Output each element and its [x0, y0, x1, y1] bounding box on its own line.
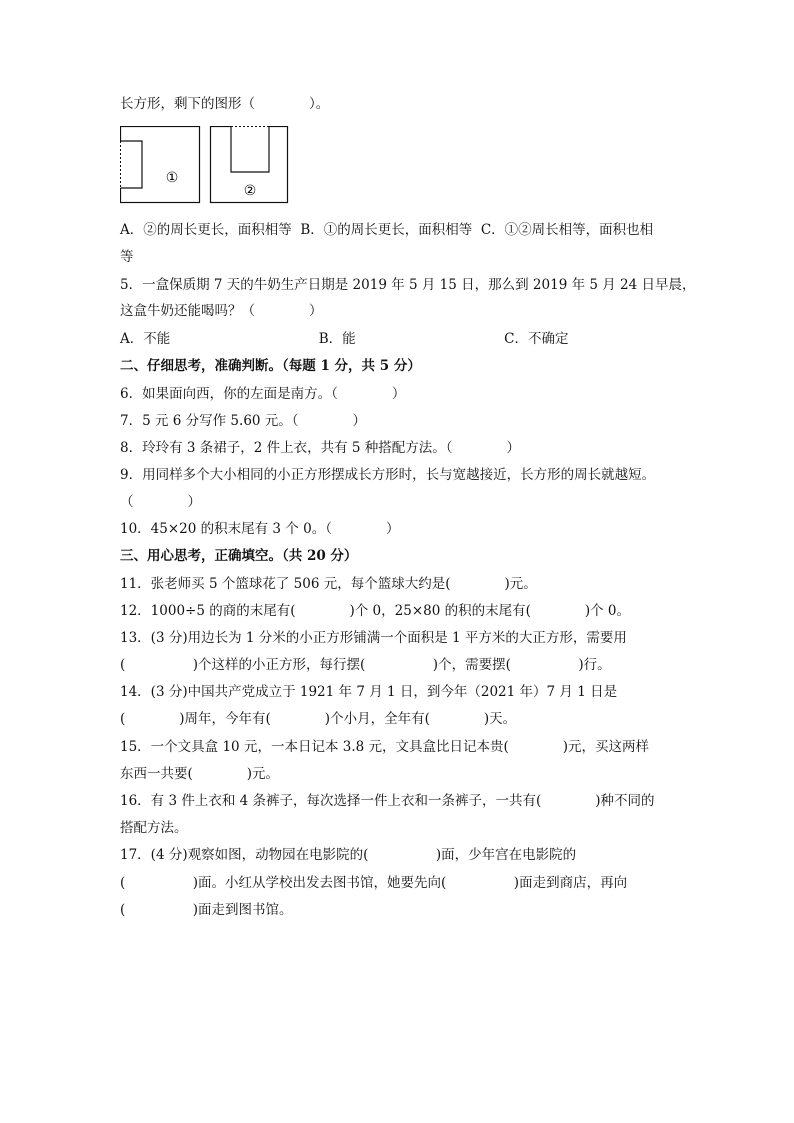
section-2-heading: 二、仔细思考，准确判断。（每题 1 分，共 5 分）	[120, 358, 421, 374]
q5-options: A．不能 B．能 C．不确定	[120, 331, 569, 347]
q10: 10．45×20 的积末尾有 3 个 0。（ ）	[120, 521, 400, 537]
figure-1-outer	[121, 127, 200, 203]
q17-line3: ( )面走到图书馆。	[120, 902, 293, 918]
line-q4-tail: 长方形，剩下的图形（ ）。	[120, 96, 330, 112]
figure-1-label: ①	[165, 170, 179, 186]
q14-line2: ( )周年，今年有( )个小月，全年有( )天。	[120, 711, 517, 727]
q4-options-line1: A．②的周长更长，面积相等 B．①的周长更长，面积相等 C．①②周长相等，面积也相	[120, 222, 654, 238]
q13-line2: ( )个这样的小正方形，每行摆( )个，需要摆( )行。	[120, 657, 611, 673]
q4-options-line2: 等	[120, 249, 134, 265]
q17-line2: ( )面。小红从学校出发去图书馆，她要先向( )面走到商店，再向	[120, 875, 628, 891]
q15-line1: 15．一个文具盒 10 元，一本日记本 3.8 元，文具盒比日记本贵( )元，买这两样	[120, 739, 650, 755]
q6: 6．如果面向西，你的左面是南方。（ ）	[120, 386, 406, 402]
q16-line1: 16．有 3 件上衣和 4 条裤子，每次选择一件上衣和一条裤子，一共有( )种不同的	[120, 793, 655, 809]
q15-line2: 东西一共要( )元。	[120, 766, 280, 782]
q9-line1: 9．用同样多个大小相同的小正方形摆成长方形时，长与宽越接近，长方形的周长就越短。	[120, 467, 656, 483]
q12: 12．1000÷5 的商的末尾有( )个 0，25×80 的积的末尾有( )个 0。	[120, 603, 631, 619]
figure-1-cut	[121, 141, 143, 188]
figure-2-cut	[231, 127, 269, 173]
shape-figure	[120, 126, 290, 206]
q8: 8．玲玲有 3 条裙子，2 件上衣，共有 5 种搭配方法。（ ）	[120, 440, 521, 456]
q14-line1: 14．(3 分)中国共产党成立于 1921 年 7 月 1 日，到今年（2021 年）7 月 1 日是	[120, 684, 618, 700]
q5-line1: 5．一盒保质期 7 天的牛奶生产日期是 2019 年 5 月 15 日，那么到 2019 年 5 月 24 日早晨，	[120, 277, 696, 293]
section-3-heading: 三、用心思考，正确填空。（共 20 分）	[120, 548, 358, 564]
figure-2-label: ②	[243, 183, 257, 199]
q9-line2: （ ）	[120, 494, 201, 510]
q17-line1: 17．(4 分)观察如图，动物园在电影院的( )面，少年宫在电影院的	[120, 847, 577, 863]
q7: 7．5 元 6 分写作 5.60 元。（ ）	[120, 413, 367, 429]
q13-line1: 13．(3 分)用边长为 1 分米的小正方形铺满一个面积是 1 平方米的大正方形，需要用	[120, 630, 627, 646]
q16-line2: 搭配方法。	[120, 820, 188, 836]
q5-line2: 这盒牛奶还能喝吗？（ ）	[120, 303, 323, 319]
q11: 11．张老师买 5 个篮球花了 506 元，每个篮球大约是( )元。	[120, 576, 537, 592]
